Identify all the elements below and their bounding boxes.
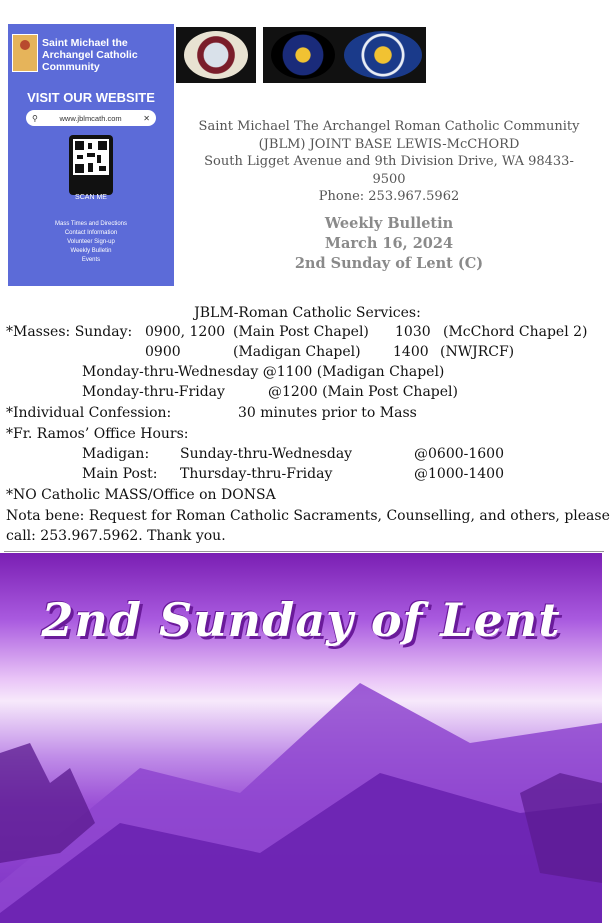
promo-url[interactable]: www.jblmcath.com: [59, 113, 122, 123]
mass-location: (Main Post Chapel): [233, 324, 369, 340]
promo-scan-label: SCAN ME: [75, 194, 107, 201]
address: South Ligget Avenue and 9th Division Drive, WA 98433-9500: [204, 154, 574, 187]
promo-link: Weekly Bulletin: [70, 248, 112, 254]
weekday-mass: Monday-thru-Wednesday @1100 (Madigan Chapel): [82, 364, 445, 380]
weekday-mass-time: @1200 (Main Post Chapel): [268, 384, 458, 400]
promo-community-name: Saint Michael the Archangel Catholic Community: [42, 37, 138, 73]
office-days: Thursday-thru-Friday: [180, 466, 333, 482]
promo-link: Mass Times and Directions: [54, 221, 128, 227]
promo-link: Events: [81, 257, 101, 263]
donsa-notice: *NO Catholic MASS/Office on DONSA: [6, 487, 276, 503]
office-time: @1000-1400: [414, 466, 504, 482]
lent-banner: [0, 553, 602, 923]
promo-link: Contact Information: [64, 230, 118, 236]
jblm-seal-logo: [176, 27, 256, 83]
mass-time: 0900, 1200: [145, 324, 226, 340]
office-place: Main Post:: [82, 466, 158, 482]
bulletin-sunday: 2nd Sunday of Lent (C): [294, 255, 484, 272]
mass-time: 0900: [145, 344, 181, 360]
phone: Phone: 253.967.5962: [318, 189, 460, 204]
website-promo-card[interactable]: [8, 24, 174, 286]
bulletin-date: March 16, 2024: [324, 235, 454, 252]
weekday-mass-days: Monday-thru-Friday: [82, 384, 225, 400]
masses-label: *Masses: Sunday:: [6, 324, 133, 340]
bulletin-heading: [190, 214, 588, 274]
community-name: Saint Michael The Archangel Roman Catholic Community: [198, 119, 580, 134]
office-place: Madigan:: [82, 446, 150, 462]
office-time: @0600-1600: [414, 446, 504, 462]
nota-bene: Nota bene: Request for Roman Catholic Sacraments, Counselling, and others, please: [6, 508, 610, 524]
nota-bene-phone: call: 253.967.5962. Thank you.: [6, 528, 226, 544]
mass-time: 1400: [393, 344, 429, 360]
mass-location: (McChord Chapel 2): [443, 324, 588, 340]
search-icon: ⚲: [32, 113, 38, 123]
saint-michael-icon: [12, 34, 38, 72]
promo-link: Volunteer Sign-up: [67, 239, 115, 245]
air-force-chaplain-seal-logo: [340, 27, 426, 83]
bulletin-title: Weekly Bulletin: [324, 215, 454, 232]
mass-time: 1030: [395, 324, 431, 340]
confession-label: *Individual Confession:: [6, 405, 172, 421]
close-icon: ✕: [143, 113, 150, 123]
community-header: [190, 118, 588, 206]
section-divider: [4, 551, 604, 552]
army-chaplain-seal-logo: [263, 27, 343, 83]
confession-time: 30 minutes prior to Mass: [238, 405, 417, 421]
base-name: (JBLM) JOINT BASE LEWIS-McCHORD: [258, 136, 520, 152]
qr-code-pattern: [73, 139, 109, 175]
promo-url-bar[interactable]: [26, 110, 156, 126]
mass-location: (Madigan Chapel): [233, 344, 361, 360]
services-title: JBLM-Roman Catholic Services:: [194, 305, 421, 321]
lent-banner-title: 2nd Sunday of Lent: [41, 593, 561, 647]
office-days: Sunday-thru-Wednesday: [180, 446, 353, 462]
promo-links-list: [8, 220, 174, 265]
qr-code[interactable]: [69, 135, 113, 195]
promo-visit-heading: VISIT OUR WEBSITE: [27, 90, 155, 105]
mass-location: (NWJRCF): [440, 344, 515, 360]
office-hours-label: *Fr. Ramos’ Office Hours:: [6, 426, 189, 442]
